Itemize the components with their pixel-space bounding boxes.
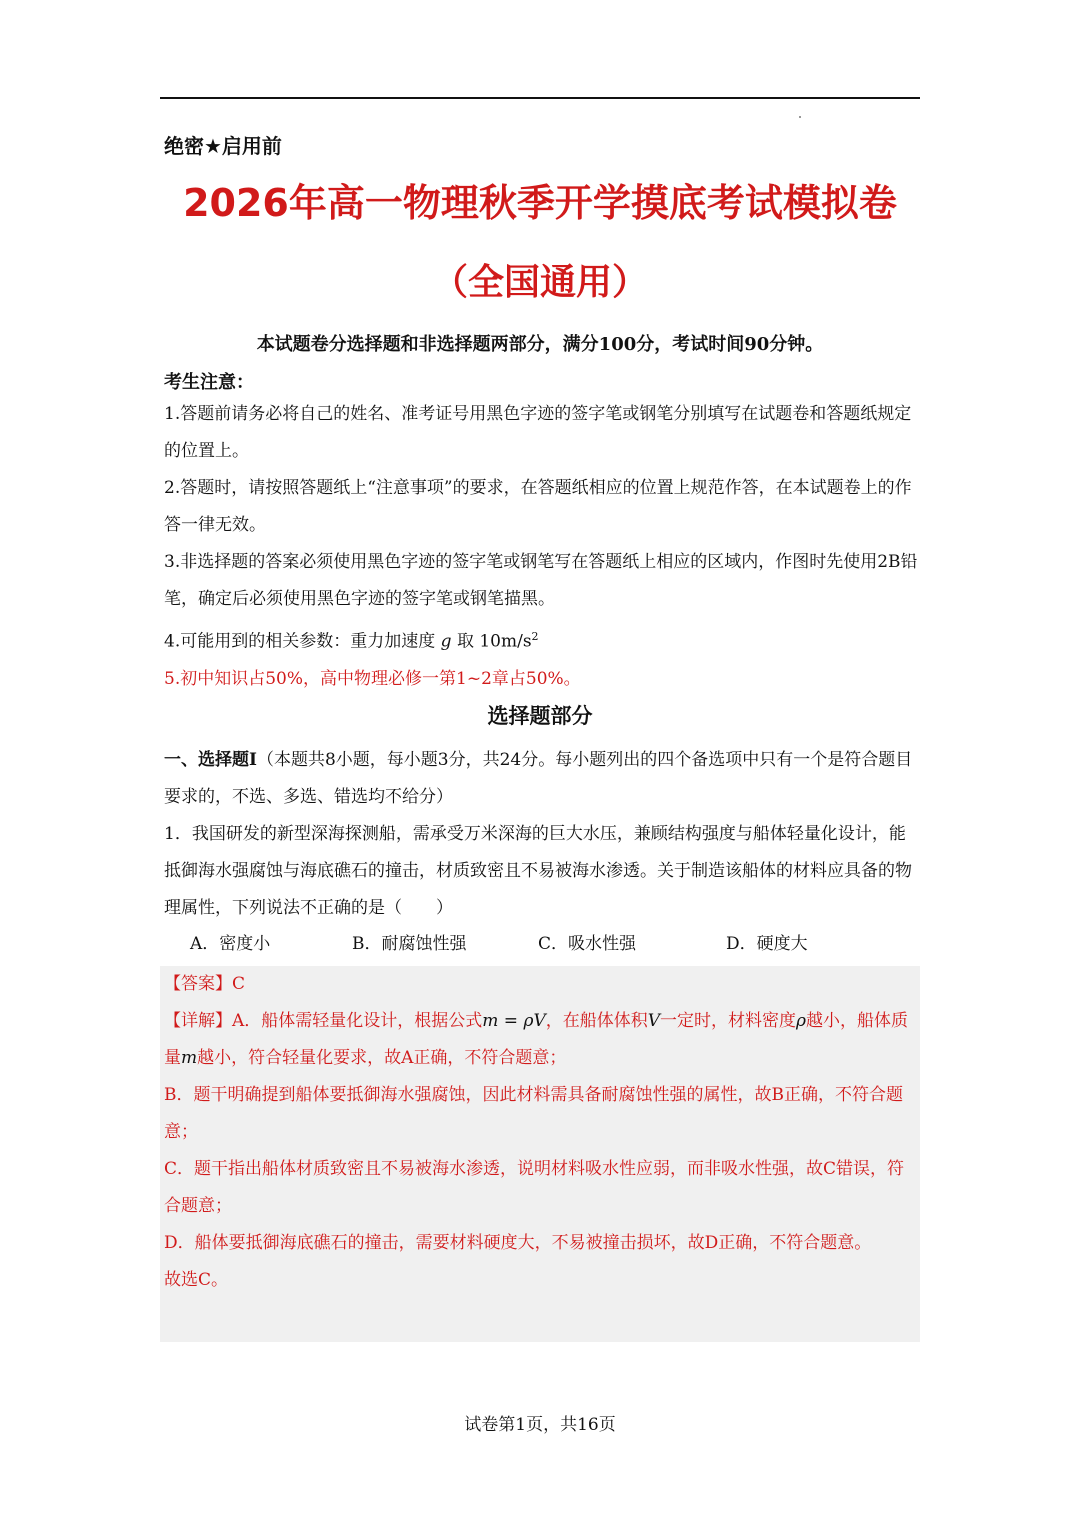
gravity-exponent: 2 — [531, 630, 539, 643]
page-footer: 试卷第1页，共16页 — [464, 1415, 616, 1435]
notice-heading: 考生注意： — [164, 372, 254, 393]
notice-item-2: 2.答题时，请按照答题纸上“注意事项”的要求，在答题纸相应的位置上规范作答，在本试题卷上的作答一律无效。 — [164, 478, 912, 535]
exam-title: 2026年高一物理秋季开学摸底考试模拟卷 — [183, 181, 897, 225]
question-1-stem: 1．我国研发的新型深海探测船，需承受万米深海的巨大水压，兼顾结构强度与船体轻量化设计，能抵御海水强腐蚀与海底礁石的撞击，材质致密且不易被海水渗透。关于制造该船体的材料应具备的物理属性，下列说法不正确的是（ ） — [164, 824, 912, 918]
density-formula: m = ρV — [482, 1011, 546, 1031]
part-label: 一、选择题Ⅰ — [164, 750, 257, 770]
detail-label: 【详解】 — [164, 1011, 232, 1031]
explanation-a-pre: A．船体需轻量化设计，根据公式 — [232, 1011, 483, 1031]
explanation-d: D．船体要抵御海底礁石的撞击，需要材料硬度大，不易被撞击损坏，故D正确，不符合题意。 — [164, 1233, 872, 1253]
exam-intro: 本试题卷分选择题和非选择题两部分，满分100分，考试时间90分钟。 — [256, 334, 824, 355]
question-area — [164, 742, 920, 927]
option-d: D．硬度大 — [726, 934, 808, 954]
answer-content — [164, 966, 920, 1299]
part-description: （本题共8小题，每小题3分，共24分。每小题列出的四个备选项中只有一个是符合题目要求的，不选、多选、错选均不给分） — [164, 750, 913, 807]
notice-item-4 — [164, 618, 920, 661]
gravity-value: 取 10m/s — [456, 631, 532, 652]
notice-item-1: 1.答题前请务必将自己的姓名、准考证号用黑色字迹的签字笔或钢笔分别填写在试题卷和答题纸规定的位置上。 — [164, 404, 912, 461]
explanation-a-mid: ，在船体体积 — [545, 1011, 648, 1031]
explanation-a-mid3: 越小，船体质量 — [164, 1011, 909, 1068]
answer-conclusion: 故选C。 — [164, 1270, 229, 1290]
option-b: B．耐腐蚀性强 — [352, 934, 467, 954]
volume-symbol: V — [647, 1011, 661, 1031]
part-instructions — [164, 742, 920, 816]
question-1-options — [190, 926, 890, 963]
scan-dot — [799, 116, 801, 118]
density-symbol: ρ — [796, 1011, 807, 1031]
mass-symbol: m — [181, 1048, 198, 1068]
answer-line: 【答案】C — [164, 974, 246, 994]
secret-label: 绝密★启用前 — [164, 134, 282, 158]
notice-item-5: 5.初中知识占50%，高中物理必修一第1~2章占50%。 — [164, 668, 581, 689]
notice-list — [164, 396, 920, 698]
explanation-c: C．题干指出船体材质致密且不易被海水渗透，说明材料吸水性应弱，而非吸水性强，故C错误，符合题意； — [164, 1159, 905, 1216]
option-a: A．密度小 — [190, 934, 271, 954]
explanation-a-mid2: 一定时，材料密度 — [660, 1011, 797, 1031]
section-title: 选择题部分 — [487, 704, 593, 728]
notice-item-3: 3.非选择题的答案必须使用黑色字迹的签字笔或钢笔写在答题纸上相应的区域内，作图时先使用2B铅笔，确定后必须使用黑色字迹的签字笔或钢笔描黑。 — [164, 552, 918, 609]
explanation-b: B．题干明确提到船体要抵御海水强腐蚀，因此材料需具备耐腐蚀性强的属性，故B正确，不符合题意； — [164, 1085, 903, 1142]
explanation-a — [164, 1003, 920, 1077]
notice-item-4-text: 4.可能用到的相关参数：重力加速度 — [164, 631, 436, 652]
option-c: C．吸水性强 — [538, 934, 637, 954]
header-rule — [160, 97, 920, 99]
explanation-a-post: 越小，符合轻量化要求，故A正确，不符合题意； — [197, 1048, 567, 1068]
gravity-symbol: g — [440, 631, 452, 652]
exam-subtitle: （全国通用） — [431, 262, 648, 303]
